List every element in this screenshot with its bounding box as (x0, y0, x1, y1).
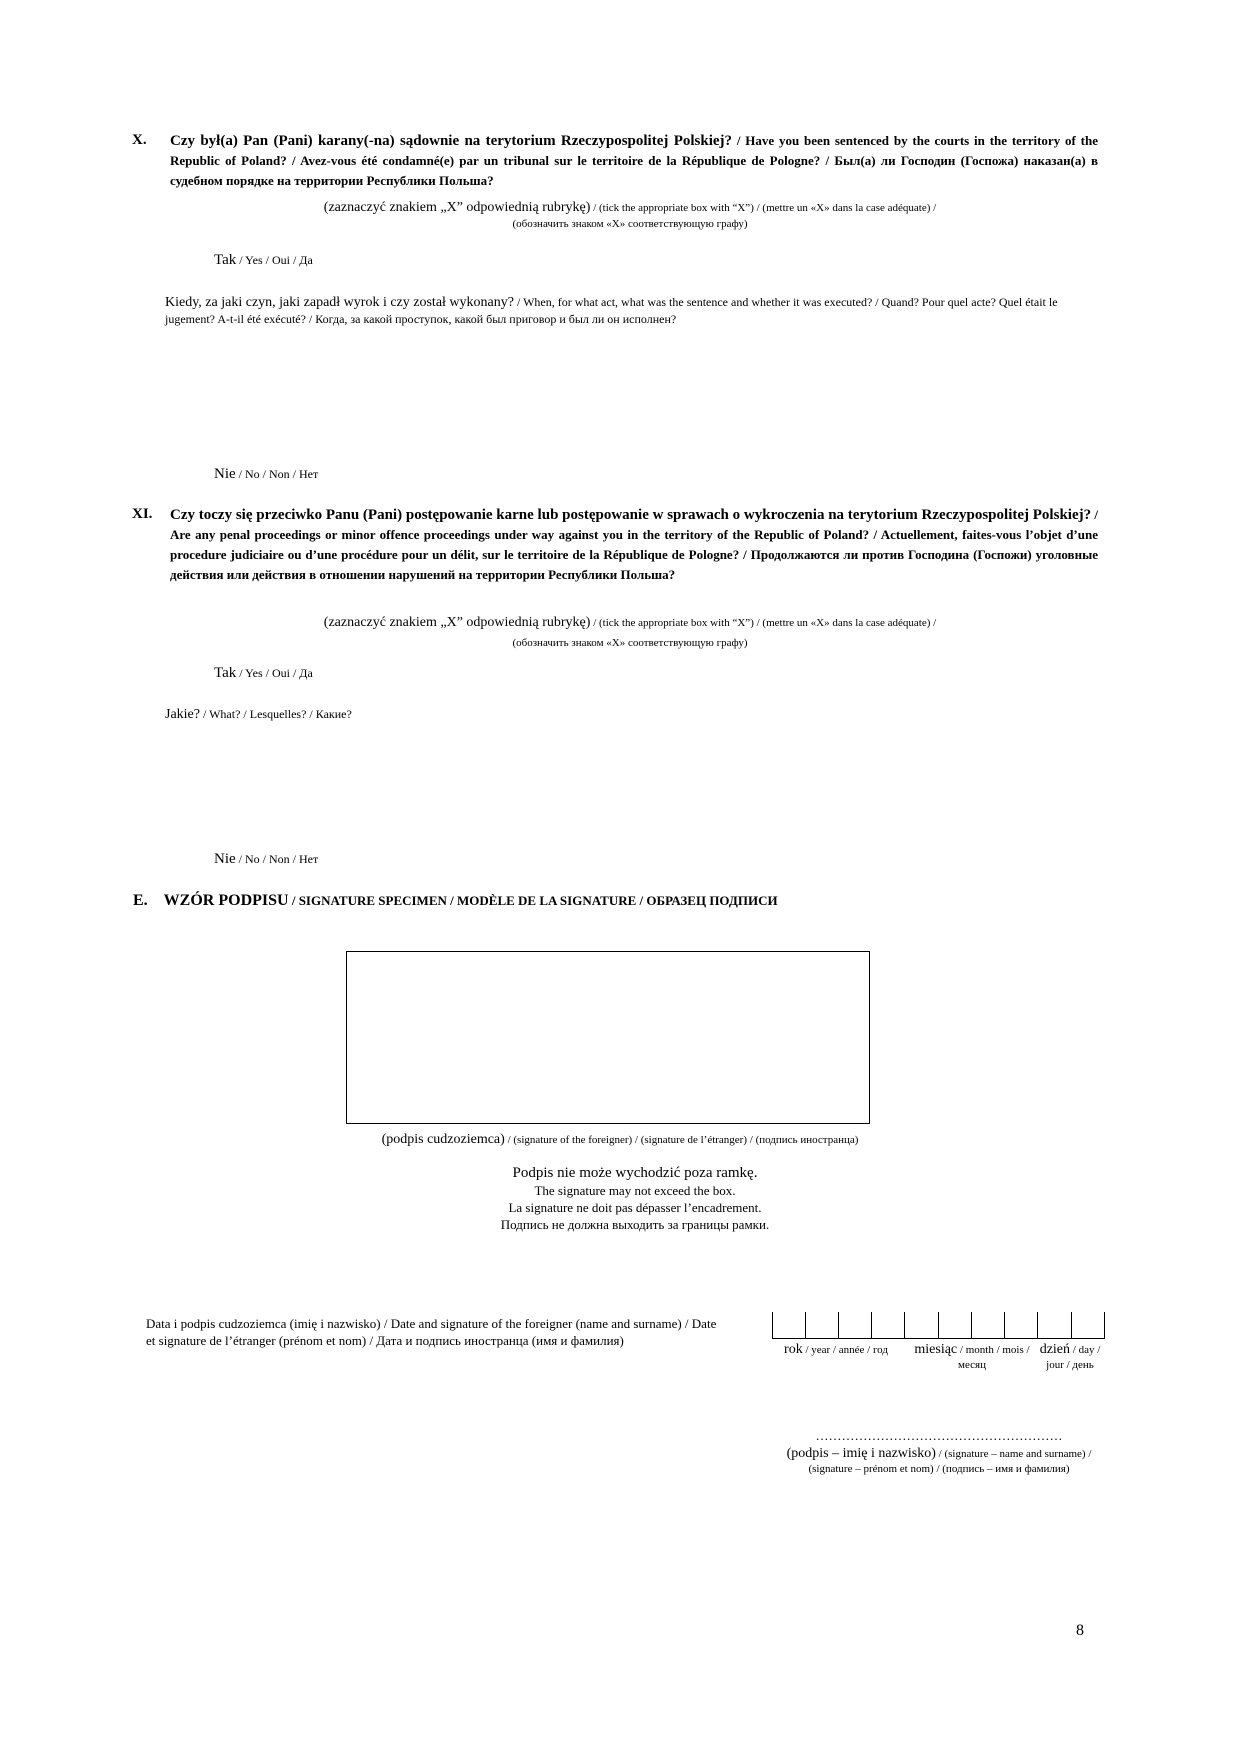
section-x-no-tr: / No / Non / Нет (235, 467, 319, 481)
page-number: 8 (1076, 1622, 1084, 1639)
section-xi-question (170, 505, 1098, 585)
signature-note-fr: La signature ne doit pas dépasser l’encadrement. (508, 1200, 762, 1215)
signature-caption-tr: / (signature of the foreigner) / (signature de l’étranger) / (подпись иностранца) (504, 1134, 859, 1146)
section-x-question-tr: / Have you been sentenced by the courts in the territory of the Republic of Poland? / Avez-vous été condamné(e) par un tribunal sur le territoire de la République de Pologne? / Был(а) ли Господин (Госпожа) наказан(а) в судебном порядке на территории Республики Польша? (170, 133, 1099, 188)
signature-line-caption (784, 1446, 1094, 1477)
section-xi-question-pl: Czy toczy się przeciwko Panu (Pani) postępowanie karne lub postępowanie w sprawach o wykroczenia na terytorium Rzeczypospolitej Polskiej? (170, 507, 1092, 523)
signature-line-caption-tr: / (signature – name and surname) / (signature – prénom et nom) / (подпись – имя и фамилия) (808, 1448, 1092, 1475)
section-xi-yes-option[interactable] (214, 665, 313, 682)
section-e-title-pl: WZÓR PODPISU (163, 892, 289, 909)
signature-note-ru: Подпись не должна выходить за границы рамки. (500, 1217, 770, 1232)
section-x-question (170, 131, 1098, 191)
section-xi-no-option[interactable] (214, 851, 318, 868)
section-e-heading (133, 892, 778, 910)
signature-caption (200, 1130, 1040, 1148)
signature-line-caption-pl: (podpis – imię i nazwisko) (786, 1446, 936, 1461)
section-xi-followup-tr: / What? / Lesquelles? / Какие? (199, 707, 352, 721)
day-label-pl: dzień (1039, 1342, 1071, 1357)
section-x-followup-tr: / When, for what act, what was the sentence and whether it was executed? / Quand? Pour quel acte? Quel était le jugement? A-t-il été exécuté? / Когда, за какой проступок, какой был приговор и был ли он исполнен? (165, 295, 1058, 326)
date-grid[interactable] (772, 1312, 1105, 1339)
section-xi-yes-tr: / Yes / Oui / Да (236, 666, 313, 680)
day-label (1036, 1342, 1104, 1373)
section-xi-number: XI. (132, 506, 153, 522)
signature-dotted-line[interactable]: ………………………………………………… (815, 1428, 1063, 1443)
section-e-number: E. (133, 892, 148, 909)
section-e-title-tr: / SIGNATURE SPECIMEN / MODÈLE DE LA SIGNATURE / ОБРАЗЕЦ ПОДПИСИ (288, 893, 778, 908)
section-xi-no-pl: Nie (214, 851, 236, 867)
year-label-pl: rok (784, 1342, 803, 1357)
section-x-instruction-tr1: / (tick the appropriate box with “X”) / (mettre un «X» dans la case adéquate) / (590, 202, 937, 214)
section-xi-followup-pl: Jakie? (165, 707, 200, 722)
section-xi-question-tr: / Are any penal proceedings or minor offence proceedings under way against you in the territory of the Republic of Poland? / Actuellement, faites-vous l’objet d’une procedure judiciaire ou d’une procédure pour un délit, sur le territoire de la République de Pologne? / Продолжаются ли против Господина (Госпожи) уголовные действия или действия в отношении нарушений на территории Республики Польша? (170, 507, 1098, 582)
section-xi-instruction-tr1: / (tick the appropriate box with “X”) / (mettre un «X» dans la case adéquate) / (590, 617, 937, 629)
section-xi-no-tr: / No / Non / Нет (235, 852, 319, 866)
section-x-question-pl: Czy był(a) Pan (Pani) karany(-na) sądownie na terytorium Rzeczypospolitej Polskiej? (170, 133, 733, 149)
section-x-no-pl: Nie (214, 466, 236, 482)
day-label-tr: / day / jour / день (1046, 1344, 1101, 1371)
month-label-tr: / month / mois / месяц (957, 1344, 1030, 1371)
section-xi-followup (165, 706, 1098, 723)
section-xi-instruction (220, 612, 1040, 653)
section-x-followup-pl: Kiedy, za jaki czyn, jaki zapadł wyrok i czy został wykonany? (165, 295, 514, 310)
signature-note-pl: Podpis nie może wychodzić poza ramkę. (512, 1165, 758, 1181)
date-signature-label: Data i podpis cudzoziemca (imię i nazwisko) / Date and signature of the foreigner (name and surname) / Date et signature de l’étranger (prénom et nom) / Дата и подпись иностранца (имя и фамилия) (146, 1316, 717, 1348)
section-x-instruction-pl: (zaznaczyć znakiem „X” odpowiednią rubrykę) (323, 200, 591, 215)
signature-note-en: The signature may not exceed the box. (534, 1183, 736, 1198)
section-x-number: X. (132, 132, 147, 148)
section-x-followup (165, 294, 1098, 328)
section-x-yes-option[interactable] (214, 252, 313, 269)
signature-note (400, 1165, 870, 1233)
section-x-instruction-tr2: (обозначить знаком «X» соответствующую графу) (512, 218, 748, 230)
month-label (910, 1342, 1034, 1373)
year-label (776, 1342, 896, 1358)
section-x-yes-pl: Tak (214, 252, 237, 268)
section-x-yes-tr: / Yes / Oui / Да (236, 253, 313, 267)
signature-box[interactable] (346, 951, 870, 1124)
section-xi-instruction-pl: (zaznaczyć znakiem „X” odpowiednią rubrykę) (323, 615, 591, 630)
signature-caption-pl: (podpis cudzoziemca) (381, 1132, 505, 1147)
section-x-instruction (220, 199, 1040, 232)
section-xi-yes-pl: Tak (214, 665, 237, 681)
year-label-tr: / year / année / год (802, 1344, 888, 1356)
section-xi-instruction-tr2: (обозначить знаком «X» соответствующую графу) (512, 637, 748, 649)
month-label-pl: miesiąc (914, 1342, 958, 1357)
section-x-no-option[interactable] (214, 466, 318, 483)
